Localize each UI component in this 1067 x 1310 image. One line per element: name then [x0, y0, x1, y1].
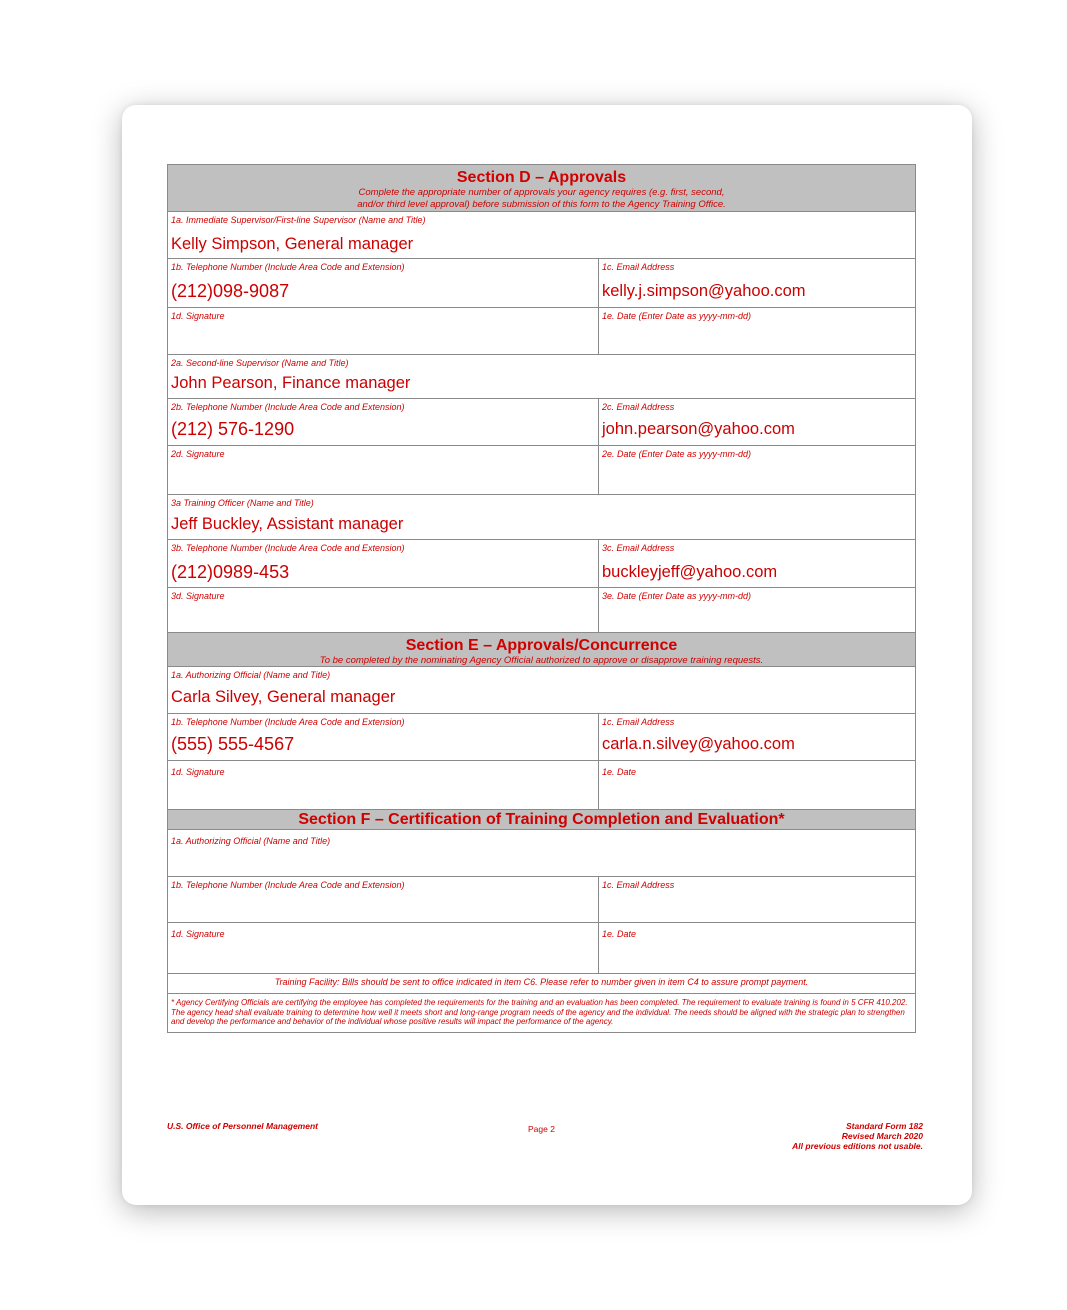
value-d1a: Kelly Simpson, General manager: [171, 235, 414, 253]
label-f1a: 1a. Authorizing Official (Name and Title): [171, 836, 331, 846]
footer-page-number: Page 2: [528, 1124, 555, 1134]
label-d3a: 3a Training Officer (Name and Title): [171, 498, 314, 508]
field-d1e[interactable]: [599, 308, 915, 354]
label-e1e: 1e. Date: [602, 767, 637, 777]
field-d1c[interactable]: [599, 259, 915, 307]
field-e1d[interactable]: [168, 761, 599, 809]
field-d2d[interactable]: [168, 446, 599, 494]
field-d3e[interactable]: [599, 588, 915, 632]
label-e1c: 1c. Email Address: [602, 717, 675, 727]
field-d1b[interactable]: [168, 259, 599, 307]
field-f1b[interactable]: [168, 877, 599, 922]
label-d2b: 2b. Telephone Number (Include Area Code and Extension): [171, 402, 405, 412]
label-d3e: 3e. Date (Enter Date as yyyy-mm-dd): [602, 591, 752, 601]
section-e-title: Section E – Approvals/Concurrence: [405, 637, 678, 654]
certification-footnote: * Agency Certifying Officials are certifying the employee has completed the requirements for the training and an evaluation has been completed. The requirement to evaluate training is found in 5 CFR 410.202. The agency head shall evaluate training to determine how well it meets short and long-range program needs of the agency and the individual. The needs should be aligned with the strategic plan to strengthen and develop the performance and behavior of the individual whose positive results will impact the performance of the agency.: [171, 998, 908, 1026]
row-d3bc: [168, 540, 915, 588]
field-d3b[interactable]: [168, 540, 599, 587]
field-d2a[interactable]: [168, 355, 915, 398]
label-d2e: 2e. Date (Enter Date as yyyy-mm-dd): [602, 449, 752, 459]
value-d2c: john.pearson@yahoo.com: [602, 420, 795, 438]
section-f-title: Section F – Certification of Training Completion and Evaluation*: [298, 811, 785, 828]
field-d3a[interactable]: [168, 495, 915, 539]
row-e1de: [168, 761, 915, 810]
label-d1a: 1a. Immediate Supervisor/First-line Supervisor (Name and Title): [171, 215, 426, 225]
label-d2d: 2d. Signature: [171, 449, 225, 459]
section-d-subtitle-2: and/or third level approval) before submission of this form to the Agency Training Office.: [357, 199, 726, 210]
label-d2a: 2a. Second-line Supervisor (Name and Title): [171, 358, 349, 368]
label-f1d: 1d. Signature: [171, 929, 225, 939]
row-f1de: [168, 923, 915, 974]
approval-form: [167, 164, 916, 1033]
section-d-header: [168, 165, 915, 212]
row-d1a: [168, 212, 915, 259]
label-e1a: 1a. Authorizing Official (Name and Title): [171, 670, 331, 680]
footnote-row: [168, 994, 915, 1033]
label-d3d: 3d. Signature: [171, 591, 225, 601]
row-d3a: [168, 495, 915, 540]
footer-editions: All previous editions not usable.: [792, 1141, 923, 1151]
row-d1bc: [168, 259, 915, 308]
field-e1e[interactable]: [599, 761, 915, 809]
footer-form-info: [792, 1121, 923, 1151]
field-d1d[interactable]: [168, 308, 599, 354]
value-d1c: kelly.j.simpson@yahoo.com: [602, 282, 806, 300]
field-d2b[interactable]: [168, 399, 599, 445]
field-f1a[interactable]: [168, 830, 915, 876]
field-d2e[interactable]: [599, 446, 915, 494]
value-d1b: (212)098-9087: [171, 281, 290, 301]
field-e1a[interactable]: [168, 667, 915, 713]
label-f1e: 1e. Date: [602, 929, 637, 939]
training-facility-row: [168, 974, 915, 994]
footer-revised: Revised March 2020: [841, 1131, 923, 1141]
value-d2a: John Pearson, Finance manager: [171, 374, 411, 392]
value-e1a: Carla Silvey, General manager: [171, 688, 396, 706]
field-d2c[interactable]: [599, 399, 915, 445]
field-d1a[interactable]: [168, 212, 915, 258]
row-d3de: [168, 588, 915, 633]
section-f-header: [168, 810, 915, 830]
value-d3a: Jeff Buckley, Assistant manager: [171, 515, 404, 533]
value-d3b: (212)0989-453: [171, 562, 290, 582]
label-d1b: 1b. Telephone Number (Include Area Code and Extension): [171, 262, 405, 272]
label-f1b: 1b. Telephone Number (Include Area Code and Extension): [171, 880, 405, 890]
field-d3d[interactable]: [168, 588, 599, 632]
training-facility-note: Training Facility: Bills should be sent to office indicated in item C6. Please refer to number given in item C4 to assure prompt payment.: [274, 977, 809, 987]
section-d-subtitle-1: Complete the appropriate number of approvals your agency requires (e.g. first, second,: [358, 187, 725, 198]
field-e1c[interactable]: [599, 714, 915, 760]
label-d2c: 2c. Email Address: [602, 402, 675, 412]
value-d3c: buckleyjeff@yahoo.com: [602, 563, 778, 581]
value-d2b: (212) 576-1290: [171, 419, 295, 439]
label-d3b: 3b. Telephone Number (Include Area Code and Extension): [171, 543, 405, 553]
label-e1b: 1b. Telephone Number (Include Area Code and Extension): [171, 717, 405, 727]
row-d2bc: [168, 399, 915, 446]
row-d1de: [168, 308, 915, 355]
form-page: [122, 105, 972, 1205]
field-f1d[interactable]: [168, 923, 599, 973]
field-e1b[interactable]: [168, 714, 599, 760]
value-e1c: carla.n.silvey@yahoo.com: [602, 735, 795, 753]
row-f1a: [168, 830, 915, 877]
label-f1c: 1c. Email Address: [602, 880, 675, 890]
row-f1bc: [168, 877, 915, 923]
row-e1a: [168, 667, 915, 714]
field-f1c[interactable]: [599, 877, 915, 922]
field-f1e[interactable]: [599, 923, 915, 973]
label-d1d: 1d. Signature: [171, 311, 225, 321]
label-d3c: 3c. Email Address: [602, 543, 675, 553]
value-e1b: (555) 555-4567: [171, 734, 295, 754]
label-e1d: 1d. Signature: [171, 767, 225, 777]
footer-agency: U.S. Office of Personnel Management: [167, 1121, 318, 1131]
row-d2de: [168, 446, 915, 495]
section-d-title: Section D – Approvals: [456, 169, 627, 186]
footer-form-name: Standard Form 182: [846, 1121, 923, 1131]
label-d1e: 1e. Date (Enter Date as yyyy-mm-dd): [602, 311, 752, 321]
label-d1c: 1c. Email Address: [602, 262, 675, 272]
section-e-subtitle: To be completed by the nominating Agency Official authorized to approve or disapprove training requests.: [319, 655, 764, 666]
field-d3c[interactable]: [599, 540, 915, 587]
section-e-header: [168, 633, 915, 667]
row-d2a: [168, 355, 915, 399]
row-e1bc: [168, 714, 915, 761]
